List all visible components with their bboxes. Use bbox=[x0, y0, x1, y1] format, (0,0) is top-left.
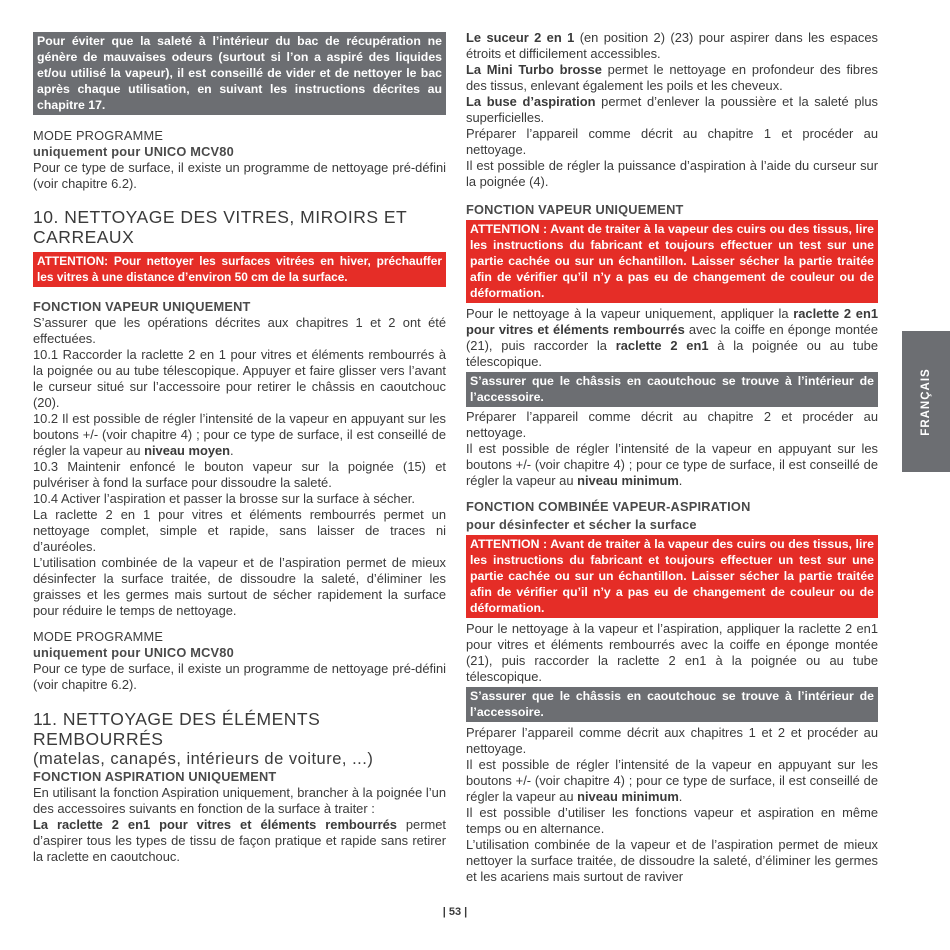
paragraph: La raclette 2 en 1 pour vitres et éléments rembourrés permet un nettoyage complet, simple et rapide, sans laisser de traces ni d’auréoles. bbox=[33, 507, 446, 554]
mode-programme-title: MODE PROGRAMME bbox=[33, 629, 164, 644]
step-10-1: 10.1 Raccorder la raclette 2 en 1 pour vitres et éléments rembourrés à la poignée ou au tube télescopique. Appuyer et faire glisser vers l’avant le curseur situé sur l’accessoire pour retirer le châssis en caoutchouc (20). bbox=[33, 347, 446, 410]
paragraph: Préparer l’appareil comme décrit au chapitre 1 et procéder au nettoyage. bbox=[466, 126, 878, 157]
info-box-chassis-2: S’assurer que le châssis en caoutchouc se trouve à l’intérieur de l’accessoire. bbox=[466, 687, 878, 722]
paragraph: Pour le nettoyage à la vapeur et l’aspiration, appliquer la raclette 2 en1 pour vitres et éléments rembourrés avec la coiffe en éponge montée (21), puis raccorder la raclette 2 en1 à la poignée ou au tube télescopique. bbox=[466, 621, 878, 684]
step-10-4: 10.4 Activer l’aspiration et passer la brosse sur la surface à sécher. bbox=[33, 491, 415, 506]
paragraph: Il est possible d’utiliser les fonctions vapeur et aspiration en même temps ou en alternance. bbox=[466, 805, 878, 836]
section-10-heading: 10. NETTOYAGE DES VITRES, MIROIRS ET CARREAUX bbox=[33, 207, 407, 247]
paragraph: S’assurer que les opérations décrites aux chapitres 1 et 2 ont été effectuées. bbox=[33, 315, 446, 346]
paragraph: La raclette 2 en1 pour vitres et éléments rembourrés permet d’aspirer tous les types de tissu de façon pratique et rapide sans retirer la raclette en caoutchouc. bbox=[33, 817, 446, 864]
language-tab bbox=[902, 331, 950, 472]
section-11-subheading: (matelas, canapés, intérieurs de voiture, ...) bbox=[33, 750, 374, 768]
fonction-combinee-subtitle: pour désinfecter et sécher la surface bbox=[466, 517, 697, 532]
step-10-3: 10.3 Maintenir enfoncé le bouton vapeur sur la poignée (15) et pulvériser à fond la surface pour dissoudre la saleté. bbox=[33, 459, 446, 490]
fonction-vapeur-title: FONCTION VAPEUR UNIQUEMENT bbox=[466, 202, 684, 217]
mode-programme-subtitle: uniquement pour UNICO MCV80 bbox=[33, 144, 234, 159]
fonction-aspiration-title: FONCTION ASPIRATION UNIQUEMENT bbox=[33, 769, 277, 784]
step-10-2: 10.2 Il est possible de régler l’intensité de la vapeur en appuyant sur les boutons +/- (voir chapitre 4) ; pour ce type de surface, il est conseillé de régler la vapeur au niveau moyen. bbox=[33, 411, 446, 458]
paragraph: Pour le nettoyage à la vapeur uniquement, appliquer la raclette 2 en1 pour vitres et éléments rembourrés avec la coiffe en éponge montée (21), puis raccorder la raclette 2 en1 à la poignée ou au tube télescopique. bbox=[466, 306, 878, 369]
mode-programme-text: Pour ce type de surface, il existe un programme de nettoyage pré-défini (voir chapitre 6.2). bbox=[33, 661, 446, 692]
mode-programme-2 bbox=[33, 629, 446, 693]
paragraph: Il est possible de régler la puissance d’aspiration à l’aide du curseur sur la poignée (4). bbox=[466, 158, 878, 189]
page-number: | 53 | bbox=[442, 906, 468, 918]
paragraph: Préparer l’appareil comme décrit aux chapitres 1 et 2 et procéder au nettoyage. bbox=[466, 725, 878, 756]
accessory-suceur: Le suceur 2 en 1 (en position 2) (23) pour aspirer dans les espaces étroits et difficilement accessibles. bbox=[466, 30, 878, 61]
section-11-heading: 11. NETTOYAGE DES ÉLÉMENTS REMBOURRÉS bbox=[33, 709, 321, 749]
paragraph: L’utilisation combinée de la vapeur et de l’aspiration permet de mieux nettoyer la surface traitée, de dissoudre la saleté, d’éliminer les germes et les acariens mais surtout de raviver bbox=[466, 837, 878, 884]
right-column bbox=[466, 30, 878, 885]
left-column bbox=[33, 30, 446, 865]
fonction-combinee-title: FONCTION COMBINÉE VAPEUR-ASPIRATION bbox=[466, 499, 751, 514]
mode-programme-subtitle: uniquement pour UNICO MCV80 bbox=[33, 645, 234, 660]
info-box-chassis-1: S’assurer que le châssis en caoutchouc se trouve à l’intérieur de l’accessoire. bbox=[466, 372, 878, 407]
paragraph: L’utilisation combinée de la vapeur et de l’aspiration permet de mieux désinfecter la surface traitée, de dissoudre la saleté, d’éliminer les graisses et les germes mais surtout de sécher rapidement la surface pour réduire le temps de nettoyage. bbox=[33, 555, 446, 618]
paragraph: Il est possible de régler l’intensité de la vapeur en appuyant sur les boutons +/- (voir chapitre 4) ; pour ce type de surface, il est conseillé de régler la vapeur au niveau minimum. bbox=[466, 441, 878, 488]
accessory-buse: La buse d’aspiration permet d’enlever la poussière et la saleté plus superficielles. bbox=[466, 94, 878, 125]
accessory-mini-turbo: La Mini Turbo brosse permet le nettoyage en profondeur des fibres des tissus, enlevant également les poils et les cheveux. bbox=[466, 62, 878, 93]
attention-box-1: ATTENTION : Avant de traiter à la vapeur des cuirs ou des tissus, lire les instructions du fabricant et toujours effectuer un test sur une partie cachée ou sur un échantillon. Laisser sécher la partie traitée afin de vérifier qu’il n’y a pas eu de changement de couleur ou de déformation. bbox=[466, 220, 878, 303]
mode-programme-1 bbox=[33, 128, 446, 192]
mode-programme-text: Pour ce type de surface, il existe un programme de nettoyage pré-défini (voir chapitre 6.2). bbox=[33, 160, 446, 191]
paragraph: En utilisant la fonction Aspiration uniquement, brancher à la poignée l’un des accessoires suivants en fonction de la surface à traiter : bbox=[33, 785, 446, 816]
mode-programme-title: MODE PROGRAMME bbox=[33, 128, 164, 143]
info-box-bac: Pour éviter que la saleté à l’intérieur du bac de récupération ne génère de mauvaises odeurs (surtout si l’on a aspiré des liquides et/ou utilisé la vapeur), il est conseillé de vider et de nettoyer le bac après chaque utilisation, en suivant les instructions décrites au chapitre 17. bbox=[33, 32, 446, 115]
paragraph: Préparer l’appareil comme décrit au chapitre 2 et procéder au nettoyage. bbox=[466, 409, 878, 440]
paragraph: Il est possible de régler l’intensité de la vapeur en appuyant sur les boutons +/- (voir chapitre 4) ; pour ce type de surface, il est conseillé de régler la vapeur au niveau minimum. bbox=[466, 757, 878, 804]
attention-box-2: ATTENTION : Avant de traiter à la vapeur des cuirs ou des tissus, lire les instructions du fabricant et toujours effectuer un test sur une partie cachée ou sur un échantillon. Laisser sécher la partie traitée afin de vérifier qu’il n’y a pas eu de changement de couleur ou de déformation. bbox=[466, 535, 878, 618]
fonction-vapeur-title: FONCTION VAPEUR UNIQUEMENT bbox=[33, 299, 251, 314]
attention-box-10: ATTENTION: Pour nettoyer les surfaces vitrées en hiver, préchauffer les vitres à une distance d’environ 50 cm de la surface. bbox=[33, 252, 446, 287]
language-tab-label: FRANÇAIS bbox=[920, 367, 932, 436]
